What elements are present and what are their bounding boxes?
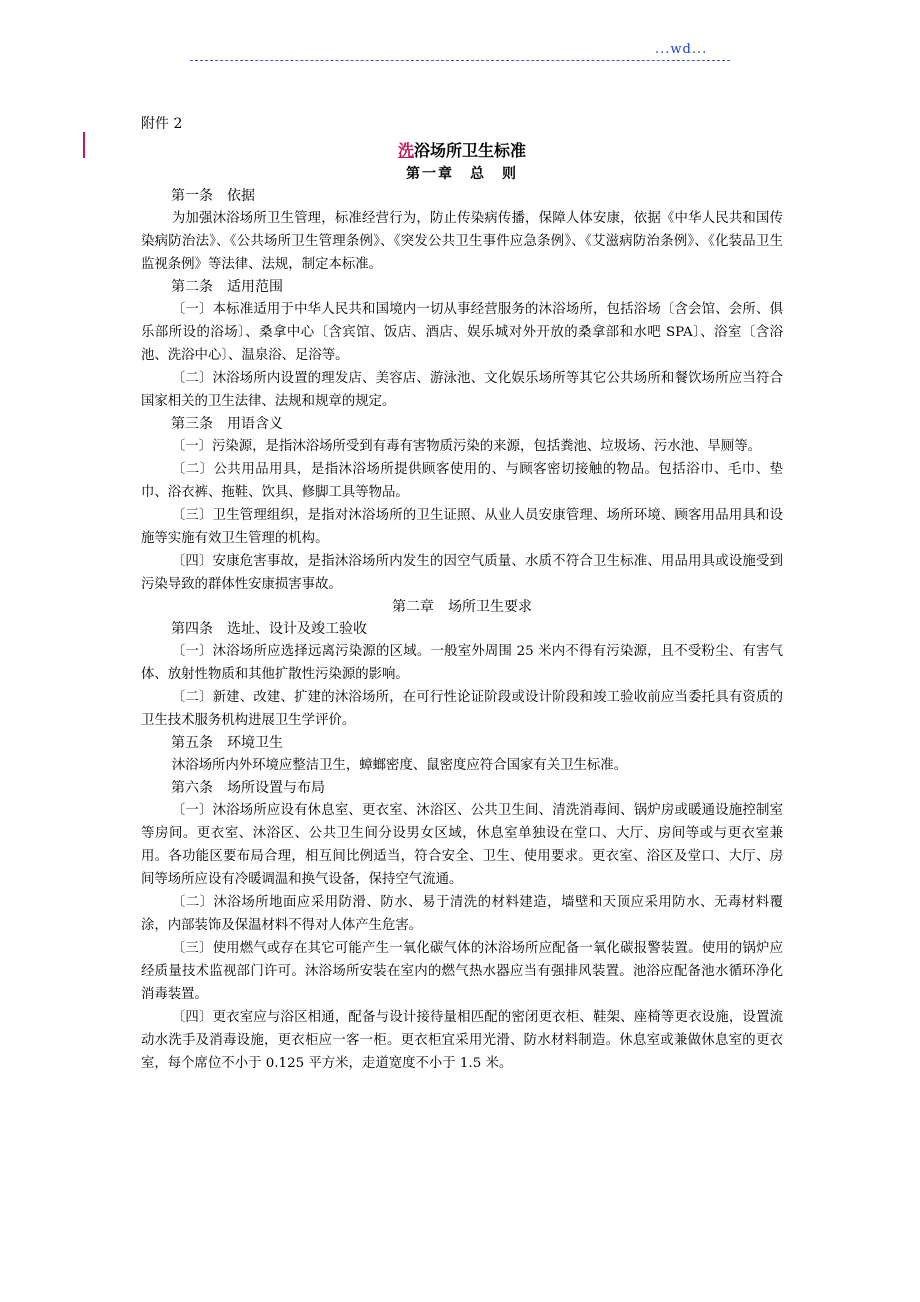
chapter-1-heading: 第一章 总 则: [406, 166, 518, 182]
revision-margin-bar: [83, 132, 85, 158]
paragraph: 沐浴场所内外环境应整洁卫生，蟑螂密度、鼠密度应符合国家有关卫生标准。: [171, 758, 628, 773]
paragraph: 〔一〕本标准适用于中华人民共和国境内一切从事经营服务的沐浴场所，包括浴场〔含会馆、会所、俱乐部所设的浴场〕、桑拿中心〔含宾馆、饭店、酒店、娱乐城对外开放的桑拿部和水吧 SPA〕、浴室〔含浴池、洗浴中心〕、温泉浴、足浴等。: [141, 302, 783, 363]
document-title: [141, 139, 783, 163]
document-body: [141, 113, 783, 1075]
title-first-char: 洗: [397, 141, 414, 160]
paragraph: 〔一〕污染源，是指沐浴场所受到有毒有害物质污染的来源，包括粪池、垃圾场、污水池、旱厕等。: [171, 439, 761, 454]
title-rest: 浴场所卫生标准: [414, 141, 527, 160]
attachment-label: 附件 2: [141, 116, 183, 132]
article-4-heading: 第四条 选址、设计及竣工验收: [171, 621, 367, 637]
article-1-heading: 第一条 依据: [171, 188, 255, 204]
article-5-heading: 第五条 环境卫生: [171, 735, 283, 751]
paragraph: 〔四〕安康危害事故，是指沐浴场所内发生的因空气质量、水质不符合卫生标准、用品用具或设施受到污染导致的群体性安康损害事故。: [141, 554, 783, 592]
paragraph: 为加强沐浴场所卫生管理，标准经营行为，防止传染病传播，保障人体安康，依据《中华人民共和国传染病防治法》、《公共场所卫生管理条例》、《突发公共卫生事件应急条例》、《艾滋病防治条例》、《化装品卫生监视条例》等法律、法规，制定本标准。: [141, 211, 783, 272]
header-mark: ...wd...: [655, 42, 708, 57]
paragraph: 〔二〕沐浴场所内设置的理发店、美容店、游泳池、文化娱乐场所等其它公共场所和餐饮场所应当符合国家相关的卫生法律、法规和规章的规定。: [141, 371, 783, 409]
paragraph: 〔二〕沐浴场所地面应采用防滑、防水、易于清洗的材料建造，墙壁和天顶应采用防水、无毒材料覆涂，内部装饰及保温材料不得对人体产生危害。: [141, 895, 783, 933]
article-6-heading: 第六条 场所设置与布局: [171, 780, 325, 796]
paragraph: 〔一〕沐浴场所应选择远离污染源的区域。一般室外周围 25 米内不得有污染源，且不受粉尘、有害气体、放射性物质和其他扩散性污染源的影响。: [141, 644, 783, 682]
article-3-heading: 第三条 用语含义: [171, 416, 283, 432]
paragraph: 〔二〕公共用品用具，是指沐浴场所提供顾客使用的、与顾客密切接触的物品。包括浴巾、毛巾、垫巾、浴衣裤、拖鞋、饮具、修脚工具等物品。: [141, 462, 783, 500]
article-2-heading: 第二条 适用范围: [171, 279, 283, 295]
paragraph: 〔三〕卫生管理组织，是指对沐浴场所的卫生证照、从业人员安康管理、场所环境、顾客用品用具和设施等实施有效卫生管理的机构。: [141, 508, 783, 546]
paragraph: 〔一〕沐浴场所应设有休息室、更衣室、沐浴区、公共卫生间、清洗消毒间、锅炉房或暖通设施控制室等房间。更衣室、沐浴区、公共卫生间分设男女区域，休息室单独设在堂口、大厅、房间等或与更衣室兼用。各功能区要布局合理，相互间比例适当，符合安全、卫生、使用要求。更衣室、浴区及堂口、大厅、房间等场所应设有冷暖调温和换气设备，保持空气流通。: [141, 803, 783, 887]
paragraph: 〔四〕更衣室应与浴区相通，配备与设计接待量相匹配的密闭更衣柜、鞋架、座椅等更衣设施，设置流动水洗手及消毒设施，更衣柜应一客一柜。更衣柜宜采用光滑、防水材料制造。休息室或兼做休息室的更衣室，每个席位不小于 0.125 平方米，走道宽度不小于 1.5 米。: [141, 1010, 783, 1071]
header-dashed-rule: [190, 60, 730, 61]
paragraph: 〔二〕新建、改建、扩建的沐浴场所，在可行性论证阶段或设计阶段和竣工验收前应当委托具有资质的卫生技术服务机构进展卫生学评价。: [141, 690, 783, 728]
paragraph: 〔三〕使用燃气或存在其它可能产生一氧化碳气体的沐浴场所应配备一氧化碳报警装置。使用的锅炉应经质量技术监视部门许可。沐浴场所安装在室内的燃气热水器应当有强排风装置。池浴应配备池水循环净化消毒装置。: [141, 941, 783, 1002]
chapter-2-heading: 第二章 场所卫生要求: [392, 599, 532, 615]
